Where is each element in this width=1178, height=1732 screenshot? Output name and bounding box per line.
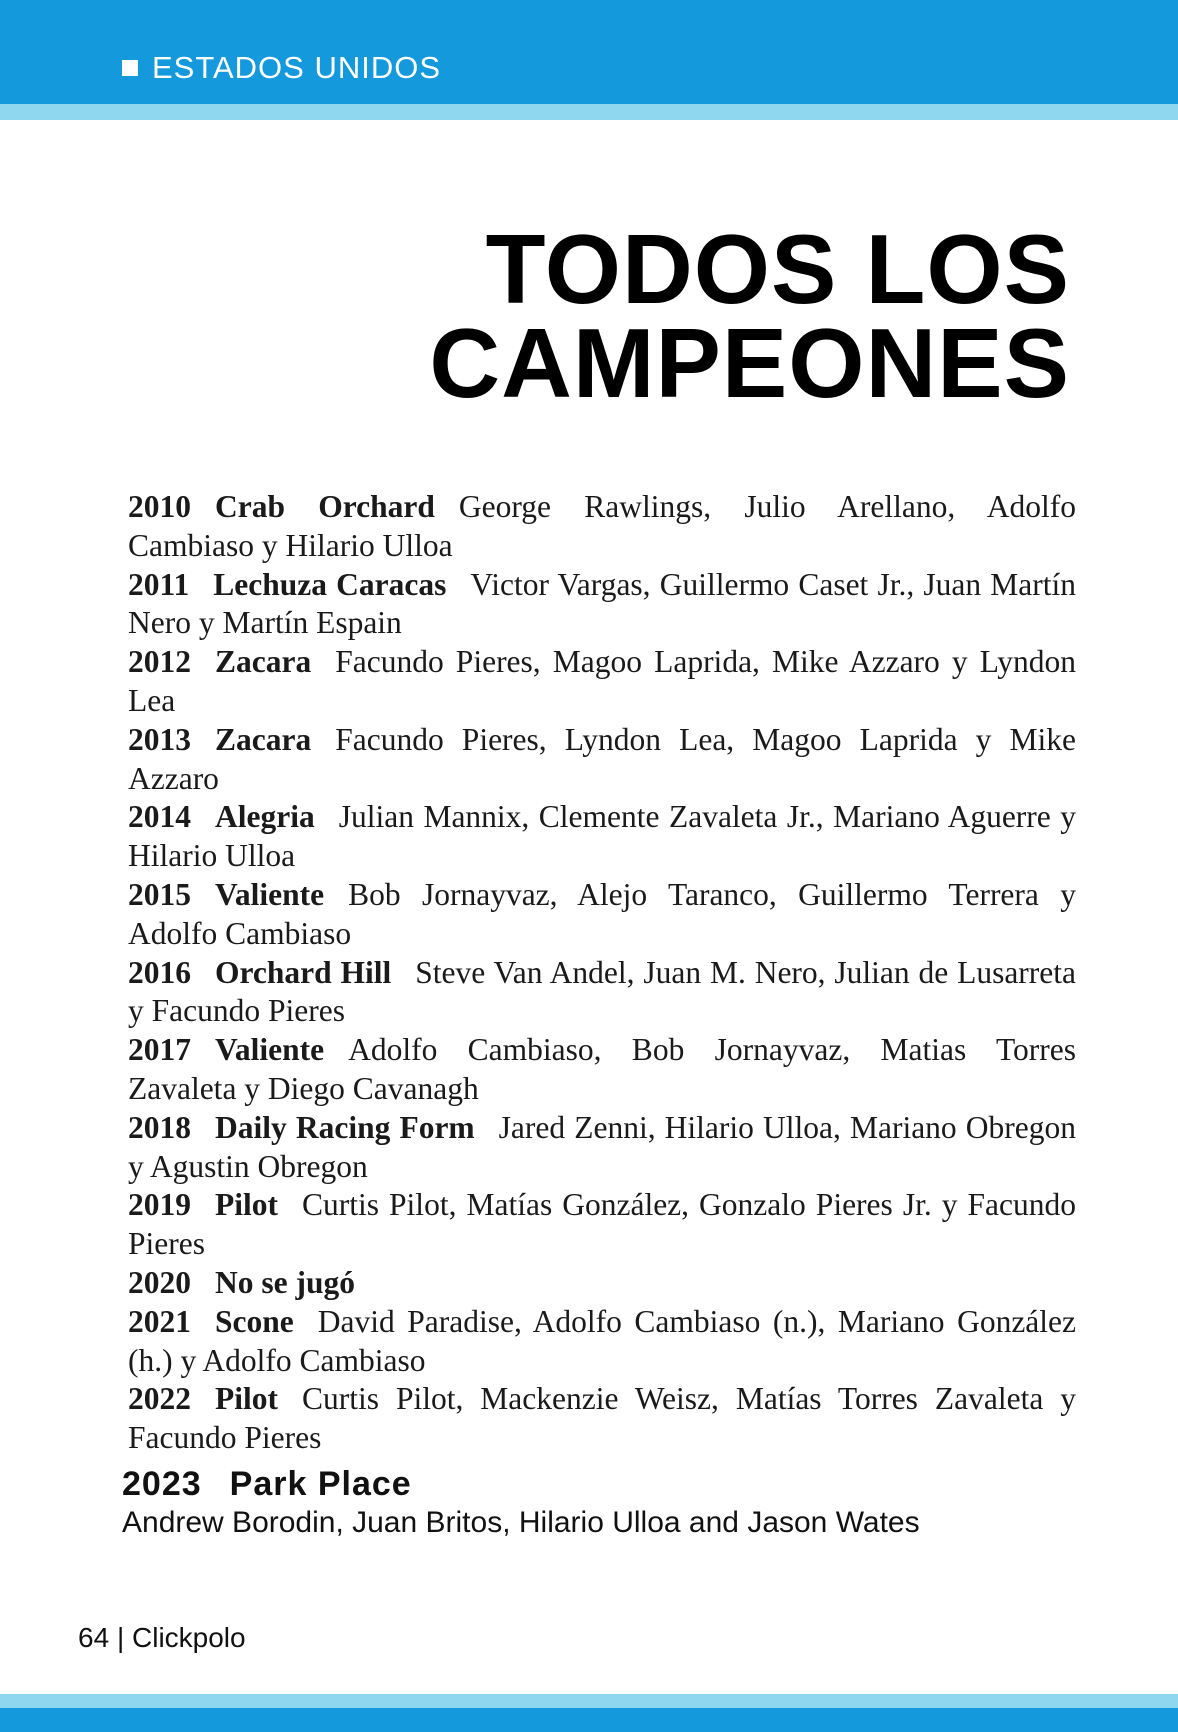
entry-team: Zacara bbox=[215, 721, 312, 757]
champion-entry bbox=[128, 1109, 1076, 1187]
entry-players: Adolfo Cambiaso, Bob Jornayvaz, Matias Torres Zavaleta y Diego Cavanagh bbox=[128, 1032, 1076, 1106]
champion-entry bbox=[128, 566, 1076, 644]
champion-entry bbox=[128, 1264, 1076, 1303]
entry-team: Valiente bbox=[215, 1032, 325, 1068]
entry-players: Curtis Pilot, Matías González, Gonzalo Pieres Jr. y Facundo Pieres bbox=[128, 1187, 1076, 1262]
entry-players: David Paradise, Adolfo Cambiaso (n.), Mariano González (h.) y Adolfo Cambiaso bbox=[128, 1303, 1076, 1378]
entry-year: 2018 bbox=[128, 1109, 191, 1145]
champion-entry bbox=[128, 954, 1076, 1032]
footer-brand: Clickpolo bbox=[132, 1622, 246, 1653]
page-title bbox=[429, 214, 1070, 418]
entry-team: Daily Racing Form bbox=[215, 1109, 475, 1145]
entry-year: 2011 bbox=[128, 566, 190, 602]
entry-team: No se jugó bbox=[215, 1264, 355, 1300]
entry-players: Facundo Pieres, Lyndon Lea, Magoo Laprida y Mike Azzaro bbox=[128, 721, 1076, 796]
entry-year: 2012 bbox=[128, 644, 191, 680]
champion-entry bbox=[128, 798, 1076, 876]
entry-players: Julian Mannix, Clemente Zavaleta Jr., Mariano Aguerre y Hilario Ulloa bbox=[128, 799, 1076, 874]
champion-entry bbox=[128, 488, 1076, 566]
entry-team: Scone bbox=[215, 1303, 294, 1339]
latest-champion-heading bbox=[122, 1464, 1082, 1504]
page-title-line-1: TODOS LOS bbox=[485, 214, 1070, 324]
entry-team: Pilot bbox=[215, 1187, 278, 1223]
section-label: ESTADOS UNIDOS bbox=[152, 50, 442, 85]
entry-team: Zacara bbox=[215, 644, 312, 680]
latest-champion bbox=[122, 1464, 1082, 1542]
page-footer bbox=[78, 1622, 246, 1654]
entry-year: 2019 bbox=[128, 1187, 191, 1223]
entry-players: Andrew Borodin, Juan Britos, Hilario Ulloa and Jason Wates bbox=[122, 1506, 920, 1539]
entry-players: Victor Vargas, Guillermo Caset Jr., Juan Martín Nero y Martín Espain bbox=[128, 566, 1076, 641]
champion-entry bbox=[128, 721, 1076, 799]
entry-year: 2010 bbox=[128, 489, 191, 524]
champion-entry bbox=[128, 1186, 1076, 1264]
champion-entry bbox=[128, 1380, 1076, 1458]
entry-year: 2020 bbox=[128, 1264, 191, 1300]
entry-year: 2015 bbox=[128, 876, 191, 912]
entry-team: Alegria bbox=[215, 799, 315, 835]
entry-players: Steve Van Andel, Juan M. Nero, Julian de Lusarreta y Facundo Pieres bbox=[128, 954, 1077, 1029]
entry-players: Jared Zenni, Hilario Ulloa, Mariano Obregon y Agustin Obregon bbox=[128, 1109, 1076, 1184]
entry-year: 2014 bbox=[128, 799, 191, 835]
champions-list bbox=[128, 488, 1076, 1458]
entry-year: 2021 bbox=[128, 1303, 191, 1339]
entry-team: Crab Orchard bbox=[215, 489, 435, 524]
entry-team: Pilot bbox=[215, 1381, 278, 1417]
entry-players: Bob Jornayvaz, Alejo Taranco, Guillermo Terrera y Adolfo Cambiaso bbox=[128, 876, 1076, 951]
header-stripe bbox=[0, 104, 1178, 120]
entry-year: 2016 bbox=[128, 954, 191, 990]
square-bullet-icon bbox=[122, 60, 138, 76]
footer-stripe bbox=[0, 1694, 1178, 1708]
page-title-line-2: CAMPEONES bbox=[429, 308, 1070, 418]
champion-entry bbox=[128, 1031, 1076, 1109]
entry-team: Orchard Hill bbox=[215, 954, 392, 990]
entry-team: Park Place bbox=[229, 1465, 412, 1503]
entry-players: Curtis Pilot, Mackenzie Weisz, Matías Torres Zavaleta y Facundo Pieres bbox=[128, 1381, 1076, 1456]
entry-team: Valiente bbox=[215, 876, 325, 912]
footer-separator: | bbox=[116, 1622, 125, 1653]
entry-year: 2022 bbox=[128, 1381, 191, 1417]
entry-year: 2013 bbox=[128, 721, 191, 757]
entry-team: Lechuza Caracas bbox=[213, 566, 447, 602]
section-tag bbox=[122, 48, 441, 88]
champion-entry bbox=[128, 876, 1076, 954]
entry-players: George Rawlings, Julio Arellano, Adolfo Cambiaso y Hilario Ulloa bbox=[128, 489, 1076, 563]
entry-year: 2023 bbox=[122, 1465, 202, 1503]
entry-year: 2017 bbox=[128, 1032, 191, 1068]
page-number: 64 bbox=[78, 1622, 110, 1653]
footer-band bbox=[0, 1708, 1178, 1732]
entry-players: Facundo Pieres, Magoo Laprida, Mike Azzaro y Lyndon Lea bbox=[128, 644, 1076, 718]
champion-entry bbox=[128, 643, 1076, 721]
champion-entry bbox=[128, 1303, 1076, 1381]
